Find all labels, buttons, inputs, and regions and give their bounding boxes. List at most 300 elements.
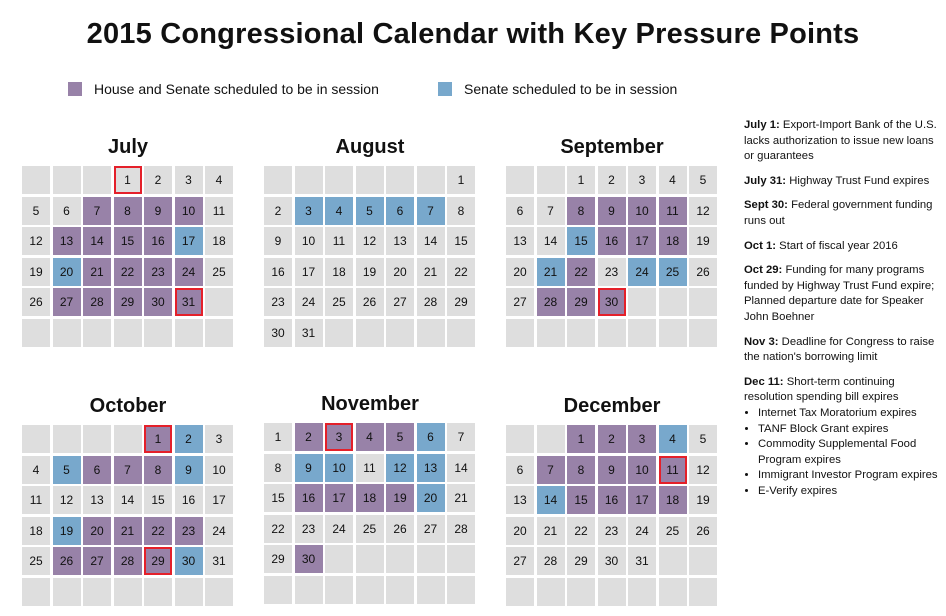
empty-cell [83, 166, 111, 194]
note-bullets [744, 406, 942, 500]
empty-cell [567, 578, 595, 606]
day-cell [175, 258, 203, 286]
day-cell [144, 517, 172, 545]
empty-cell [689, 288, 717, 316]
day-number: 5 [699, 432, 707, 446]
day-number: 3 [638, 173, 646, 187]
day-number: 21 [454, 491, 468, 505]
day-number: 11 [666, 462, 679, 477]
day-cell [598, 288, 626, 316]
day-number: 15 [574, 234, 588, 248]
empty-cell [417, 576, 445, 604]
day-number: 3 [638, 432, 646, 446]
empty-cell [264, 576, 292, 604]
day-number: 28 [543, 295, 558, 309]
day-number: 10 [301, 234, 316, 248]
day-cell [295, 258, 323, 286]
day-cell [537, 258, 565, 286]
day-number: 7 [547, 203, 554, 218]
day-cell [22, 456, 50, 484]
day-cell [205, 197, 233, 225]
day-cell [659, 517, 687, 545]
day-number: 18 [212, 234, 226, 248]
empty-cell [537, 319, 565, 347]
day-cell [537, 227, 565, 255]
note-date: July 31: [744, 174, 787, 187]
day-cell [659, 227, 687, 255]
day-number: 18 [29, 523, 43, 538]
day-cell [417, 258, 445, 286]
day-cell [264, 319, 292, 347]
day-cell [628, 258, 656, 286]
day-cell [447, 288, 475, 316]
day-cell [83, 258, 111, 286]
day-number: 14 [543, 493, 558, 507]
day-cell [659, 258, 687, 286]
day-number: 19 [59, 523, 74, 538]
day-number: 10 [635, 462, 649, 477]
empty-cell [628, 288, 656, 316]
day-number: 25 [665, 264, 680, 279]
day-number: 27 [393, 295, 407, 309]
day-cell [83, 197, 111, 225]
empty-cell [114, 578, 142, 606]
day-number: 6 [396, 203, 404, 218]
day-number: 10 [332, 460, 346, 475]
day-number: 20 [423, 491, 438, 505]
empty-cell [417, 319, 445, 347]
day-cell [114, 258, 142, 286]
day-number: 12 [696, 203, 710, 218]
pressure-point-note [744, 335, 942, 366]
day-number: 24 [212, 523, 226, 538]
day-cell [506, 456, 534, 484]
day-number: 6 [516, 203, 524, 218]
day-number: 10 [181, 203, 196, 218]
day-cell [537, 486, 565, 514]
day-number: 23 [604, 264, 619, 279]
day-cell [264, 454, 292, 482]
day-cell [689, 166, 717, 194]
day-cell [264, 545, 292, 573]
day-cell [205, 547, 233, 575]
day-cell [567, 486, 595, 514]
day-cell [628, 166, 656, 194]
day-number: 27 [59, 295, 74, 309]
note-date: Oct 1: [744, 239, 777, 252]
day-cell [295, 319, 323, 347]
day-number: 25 [212, 264, 226, 279]
day-cell [567, 166, 595, 194]
day-number: 3 [215, 432, 223, 446]
day-number: 13 [423, 460, 438, 475]
day-number: 19 [29, 264, 43, 279]
day-number: 16 [604, 234, 619, 248]
day-cell [356, 258, 384, 286]
day-cell [264, 227, 292, 255]
day-cell [175, 227, 203, 255]
day-cell [447, 227, 475, 255]
day-cell [205, 517, 233, 545]
note-text: Export-Import Bank of the U.S. lacks authorization to issue new loans or guarantees [744, 119, 937, 163]
day-number: 2 [608, 173, 615, 187]
day-number: 15 [454, 234, 468, 248]
day-cell [22, 517, 50, 545]
day-cell [53, 456, 81, 484]
day-cell [325, 197, 353, 225]
day-number: 7 [547, 462, 554, 477]
day-cell [689, 517, 717, 545]
empty-cell [659, 288, 687, 316]
day-cell [689, 456, 717, 484]
day-number: 30 [301, 552, 316, 566]
day-cell [447, 197, 475, 225]
day-number: 13 [59, 234, 74, 248]
day-number: 9 [185, 462, 192, 477]
empty-cell [506, 578, 534, 606]
day-number: 14 [90, 234, 104, 248]
day-number: 4 [669, 173, 676, 187]
day-number: 28 [120, 554, 135, 568]
pressure-points-list [744, 118, 942, 508]
day-cell [506, 227, 534, 255]
day-cell [83, 288, 111, 316]
day-cell [22, 486, 50, 514]
day-cell [144, 166, 172, 194]
day-number: 9 [305, 460, 312, 475]
day-cell [356, 454, 384, 482]
day-number: 1 [154, 432, 162, 446]
day-cell [22, 197, 50, 225]
day-cell [83, 517, 111, 545]
day-number: 22 [454, 264, 468, 279]
month-title: September [560, 136, 664, 158]
empty-cell [22, 166, 50, 194]
day-cell [205, 425, 233, 453]
note-date: July 1: [744, 119, 780, 131]
day-cell [114, 547, 142, 575]
day-number: 16 [604, 493, 619, 507]
day-cell [114, 288, 142, 316]
day-number: 20 [513, 264, 527, 279]
day-number: 27 [90, 554, 104, 568]
day-cell [417, 454, 445, 482]
empty-cell [689, 319, 717, 347]
day-cell [386, 515, 414, 543]
empty-cell [264, 166, 292, 194]
day-cell [598, 258, 626, 286]
day-number: 20 [513, 523, 527, 538]
day-cell [114, 517, 142, 545]
day-number: 18 [332, 264, 346, 279]
day-cell [144, 486, 172, 514]
day-number: 1 [577, 432, 585, 446]
empty-cell [325, 166, 353, 194]
day-cell [22, 547, 50, 575]
day-cell [659, 166, 687, 194]
pressure-point-note [744, 263, 942, 325]
empty-cell [386, 545, 414, 573]
day-number: 16 [151, 234, 165, 248]
day-number: 26 [59, 554, 74, 568]
day-cell [447, 484, 475, 512]
empty-cell [659, 319, 687, 347]
day-number: 6 [427, 430, 434, 444]
day-cell [417, 227, 445, 255]
day-cell [567, 425, 595, 453]
day-cell [83, 547, 111, 575]
day-cell [144, 425, 172, 453]
day-cell [506, 288, 534, 316]
empty-cell [689, 578, 717, 606]
day-cell [175, 486, 203, 514]
day-number: 4 [669, 432, 676, 446]
day-cell [83, 456, 111, 484]
day-cell [659, 197, 687, 225]
day-cell [417, 423, 445, 451]
legend-house-senate [68, 80, 379, 98]
day-cell [537, 517, 565, 545]
empty-cell [53, 166, 81, 194]
day-number: 4 [366, 430, 373, 444]
day-number: 20 [90, 523, 104, 538]
day-number: 16 [181, 493, 196, 507]
day-number: 18 [362, 491, 377, 505]
day-cell [53, 517, 81, 545]
empty-cell [325, 576, 353, 604]
day-number: 2 [608, 432, 615, 446]
day-number: 9 [154, 203, 162, 218]
day-cell [205, 456, 233, 484]
day-number: 11 [363, 460, 376, 475]
day-number: 27 [513, 554, 527, 568]
day-cell [628, 425, 656, 453]
day-cell [567, 547, 595, 575]
day-number: 29 [574, 295, 588, 309]
note-text: Funding for many programs funded by Highway Trust Fund expire; Planned departure date for Speaker John Boehner [744, 264, 935, 323]
day-cell [628, 227, 656, 255]
empty-cell [83, 578, 111, 606]
empty-cell [22, 425, 50, 453]
day-number: 8 [577, 203, 585, 218]
day-cell [417, 515, 445, 543]
day-number: 6 [93, 462, 101, 477]
empty-cell [83, 319, 111, 347]
empty-cell [144, 319, 172, 347]
day-number: 3 [185, 173, 192, 187]
empty-cell [53, 578, 81, 606]
day-cell [295, 515, 323, 543]
day-cell [325, 227, 353, 255]
day-number: 28 [423, 295, 438, 309]
day-number: 28 [454, 521, 468, 536]
note-text: Federal government funding runs out [744, 199, 933, 227]
empty-cell [144, 578, 172, 606]
empty-cell [447, 545, 475, 573]
day-cell [417, 197, 445, 225]
empty-cell [356, 166, 384, 194]
day-cell [144, 258, 172, 286]
day-number: 26 [362, 295, 377, 309]
day-cell [689, 258, 717, 286]
day-cell [264, 258, 292, 286]
empty-cell [417, 545, 445, 573]
day-cell [114, 197, 142, 225]
day-cell [598, 456, 626, 484]
empty-cell [53, 319, 81, 347]
day-cell [598, 227, 626, 255]
day-number: 13 [90, 493, 104, 507]
day-cell [22, 288, 50, 316]
day-cell [114, 486, 142, 514]
day-number: 22 [574, 264, 588, 279]
day-number: 8 [457, 203, 465, 218]
day-cell [628, 547, 656, 575]
day-number: 17 [332, 491, 346, 505]
empty-cell [447, 319, 475, 347]
day-cell [53, 197, 81, 225]
empty-cell [506, 166, 534, 194]
day-cell [598, 425, 626, 453]
day-number: 9 [608, 203, 615, 218]
day-cell [628, 517, 656, 545]
day-cell [114, 456, 142, 484]
day-cell [356, 288, 384, 316]
day-number: 31 [212, 554, 226, 568]
day-cell [325, 484, 353, 512]
note-text: Deadline for Congress to raise the nation's borrowing limit [744, 335, 935, 364]
empty-cell [628, 319, 656, 347]
day-cell [386, 454, 414, 482]
empty-cell [689, 547, 717, 575]
day-cell [386, 484, 414, 512]
day-number: 9 [608, 462, 615, 477]
day-number: 11 [332, 234, 346, 248]
day-cell [598, 166, 626, 194]
legend-senate-only [438, 80, 677, 98]
day-cell [506, 197, 534, 225]
day-cell [22, 227, 50, 255]
day-cell [144, 288, 172, 316]
day-cell [537, 197, 565, 225]
day-number: 26 [696, 523, 710, 538]
day-cell [83, 486, 111, 514]
day-number: 9 [274, 234, 282, 248]
day-cell [114, 227, 142, 255]
day-cell [598, 197, 626, 225]
pressure-point-note [744, 239, 942, 255]
day-number: 22 [271, 521, 285, 536]
note-date: Nov 3: [744, 335, 779, 348]
day-cell [175, 517, 203, 545]
day-number: 15 [151, 493, 165, 507]
day-cell [447, 166, 475, 194]
empty-cell [325, 545, 353, 573]
day-number: 23 [271, 295, 285, 309]
pressure-point-note [744, 118, 942, 165]
day-number: 23 [181, 523, 196, 538]
day-number: 15 [120, 234, 135, 248]
day-number: 29 [151, 554, 165, 568]
empty-cell [386, 319, 414, 347]
day-number: 8 [577, 462, 585, 477]
day-number: 30 [271, 325, 285, 340]
day-cell [628, 197, 656, 225]
day-cell [386, 423, 414, 451]
day-number: 7 [457, 430, 465, 444]
note-bullet: • TANF Block Grant expires [758, 422, 942, 438]
day-number: 8 [154, 462, 162, 477]
day-cell [205, 258, 233, 286]
day-number: 17 [212, 493, 226, 507]
day-number: 12 [29, 234, 43, 248]
day-cell [53, 547, 81, 575]
day-number: 7 [427, 203, 434, 218]
empty-cell [114, 319, 142, 347]
day-cell [537, 288, 565, 316]
day-number: 22 [120, 264, 135, 279]
day-number: 5 [396, 430, 404, 444]
day-cell [447, 454, 475, 482]
day-cell [598, 517, 626, 545]
day-number: 23 [301, 521, 316, 536]
day-cell [264, 484, 292, 512]
day-number: 4 [215, 173, 223, 187]
day-number: 12 [393, 460, 407, 475]
day-cell [53, 288, 81, 316]
day-cell [356, 484, 384, 512]
day-cell [264, 197, 292, 225]
day-cell [264, 423, 292, 451]
day-number: 5 [32, 203, 40, 218]
empty-cell [386, 166, 414, 194]
day-number: 31 [181, 295, 196, 309]
empty-cell [659, 547, 687, 575]
empty-cell [356, 319, 384, 347]
day-number: 11 [212, 203, 226, 218]
day-number: 31 [635, 554, 649, 568]
day-number: 6 [63, 203, 70, 218]
day-number: 4 [335, 203, 343, 218]
day-number: 4 [32, 462, 40, 477]
day-number: 15 [271, 491, 285, 505]
day-number: 17 [635, 493, 649, 507]
day-cell [689, 227, 717, 255]
day-cell [356, 423, 384, 451]
day-number: 7 [124, 462, 131, 477]
day-cell [175, 456, 203, 484]
day-number: 30 [604, 554, 619, 568]
day-cell [295, 545, 323, 573]
day-cell [144, 197, 172, 225]
day-cell [659, 456, 687, 484]
day-number: 24 [301, 295, 316, 309]
day-cell [325, 454, 353, 482]
day-cell [567, 288, 595, 316]
day-number: 2 [185, 432, 192, 446]
empty-cell [205, 319, 233, 347]
day-number: 3 [335, 430, 343, 444]
day-cell [295, 454, 323, 482]
day-cell [295, 197, 323, 225]
day-cell [144, 227, 172, 255]
day-cell [447, 515, 475, 543]
empty-cell [295, 576, 323, 604]
day-number: 5 [63, 462, 70, 477]
day-cell [689, 425, 717, 453]
day-number: 1 [274, 430, 282, 444]
day-cell [144, 547, 172, 575]
